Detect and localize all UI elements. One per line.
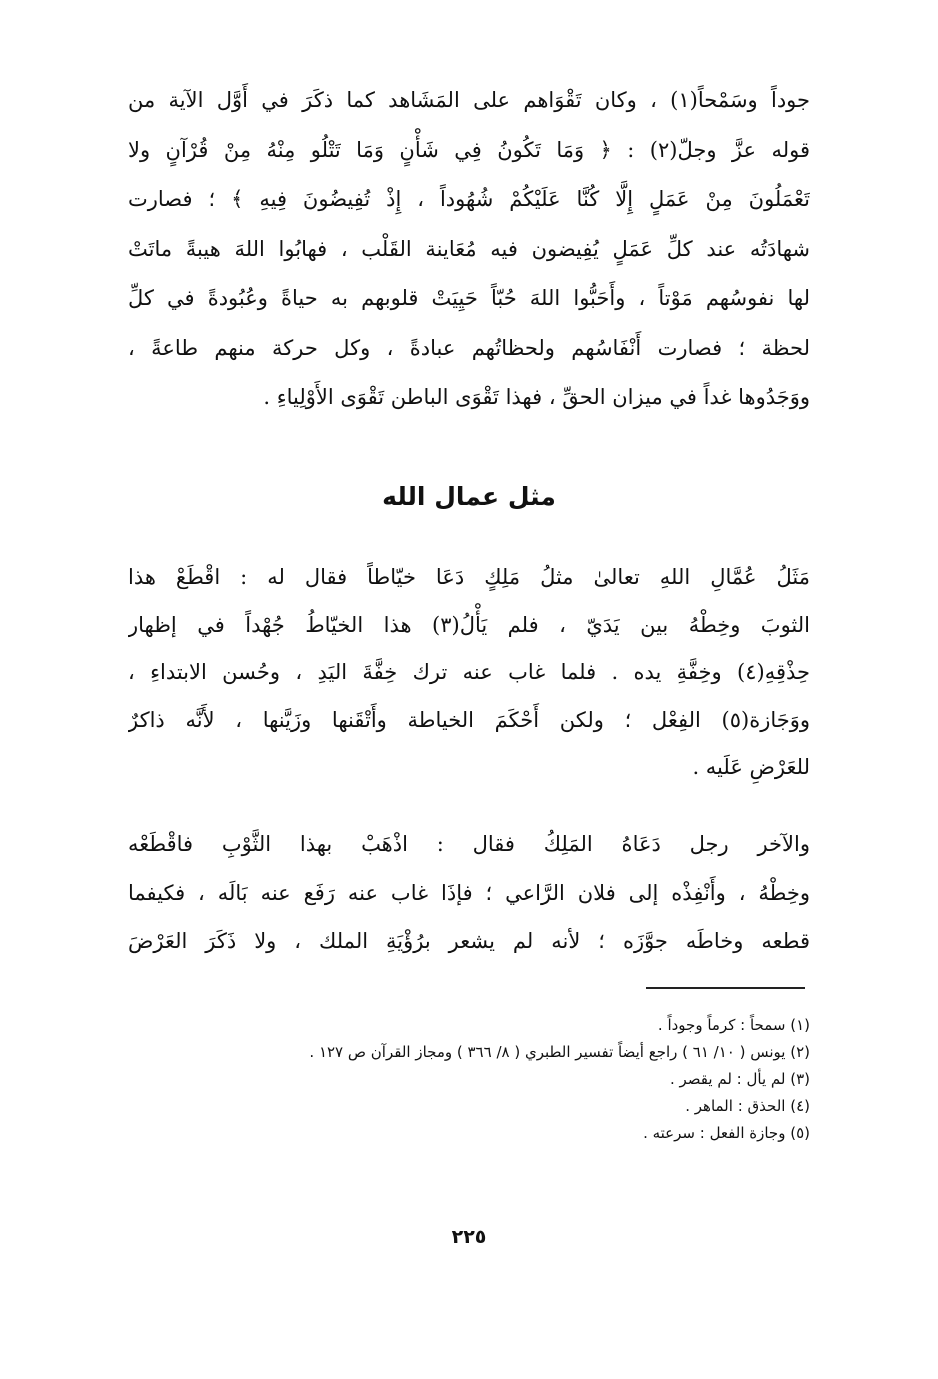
footnote-4: (٤) الحذق : الماهر . bbox=[685, 1097, 810, 1115]
footnote-2: (٢) يونس ( ١٠/ ٦١ ) راجع أيضاً تفسير الطبري ( ٨/ ٣٦٦ ) ومجاز القرآن ص ١٢٧ . bbox=[309, 1043, 810, 1061]
text-line: ووَجَدُوها غداً في ميزان الحقِّ ، فهذا تَقْوَى الباطن تَقْوَى الأَوْلِياءِ . bbox=[263, 385, 810, 409]
section-heading: مثل عمال الله bbox=[382, 482, 556, 511]
paragraph-1 bbox=[128, 76, 810, 423]
text-line: شهادَتُه عند كلِّ عَمَلٍ يُفِيضون فيه مُعَاينة القَلْب ، فهابُوا اللهَ هيبةً ماتَتْ bbox=[128, 236, 810, 261]
text-line: قوله عزَّ وجلّ(٢) : ﴿ وَمَا تَكُونُ فِي شَأْنٍ وَمَا تَتْلُو مِنْهُ مِنْ قُرْآنٍ ولا bbox=[128, 137, 810, 162]
text-line: ووَجَازة(٥) الفِعْل ؛ ولكن أَحْكَمَ الخياطة وأَتْقَنها وزَيَّنها ، لأَنَّه ذاكرٌ bbox=[128, 707, 810, 732]
footnotes bbox=[128, 1012, 810, 1147]
text-line: والآخر رجل دَعَاهُ المَلِكُ فقال : اذْهَبْ بهذا الثَّوْبِ فاقْطَعْه bbox=[128, 832, 810, 856]
footnote-1: (١) سمحاً : كرماً وجوداً . bbox=[657, 1016, 810, 1034]
text-line: تَعْمَلُونَ مِنْ عَمَلٍ إِلَّا كُنَّا عَلَيْكُمْ شُهُوداً ، إِذْ تُفِيضُونَ فِيهِ ﴾ ؛ فصارت bbox=[128, 187, 810, 211]
text-line: لها نفوسُهم مَوْتاً ، وأَحَبُّوا اللهَ حُبّاً حَيِيَتْ قلوبهم به حياةً وعُبُودةً في كلِّ bbox=[128, 286, 810, 310]
text-line: قطعه وخاطَه جوَّزَه ؛ لأنه لم يشعر برُؤْيَةِ الملك ، ولا ذَكَرَ العَرْضَ bbox=[128, 929, 810, 953]
page-number: ٢٢٥ bbox=[451, 1226, 487, 1248]
footnote-5: (٥) وجازة الفعل : سرعته . bbox=[643, 1124, 810, 1142]
text-line: جوداً وسَمْحاً(١) ، وكان تَقْوَاهم على المَشَاهد كما ذكَرَ في أَوَّل الآية من bbox=[128, 88, 810, 112]
paragraph-3 bbox=[128, 820, 810, 966]
text-line: مَثَلُ عُمَّالِ اللهِ تعالىٰ مثلُ مَلِكٍ دَعَا خيّاطاً فقال له : اقْطَعْ هذا bbox=[128, 565, 810, 589]
footnote-3: (٣) لم يأل : لم يقصر . bbox=[669, 1070, 810, 1088]
text-line: للعَرْضِ عَلَيه . bbox=[692, 755, 810, 779]
footnote-divider bbox=[646, 987, 805, 989]
text-line: وخِطْهُ ، وأَنْفِذْه إلى فلان الرَّاعي ؛ فإذَا غاب عنه رَفَع عنه بَالَه ، فكيفما bbox=[128, 880, 810, 905]
text-line: حِذْقِهِ(٤) وخِفَّةِ يده . فلما غاب عنه ترك خِفَّةَ اليَدِ ، وحُسن الابتداءِ ، bbox=[128, 660, 810, 684]
text-line: الثوبَ وخِطْهُ بين يَدَيّ ، فلم يَأْلُ(٣) هذا الخيّاطُ جُهْداً في إظهار bbox=[128, 612, 810, 637]
paragraph-2 bbox=[128, 554, 810, 792]
text-line: لحظة ؛ فصارت أَنْفَاسُهم ولحظاتُهم عبادةً ، وكل حركة منهم طاعةً ، bbox=[128, 335, 810, 360]
